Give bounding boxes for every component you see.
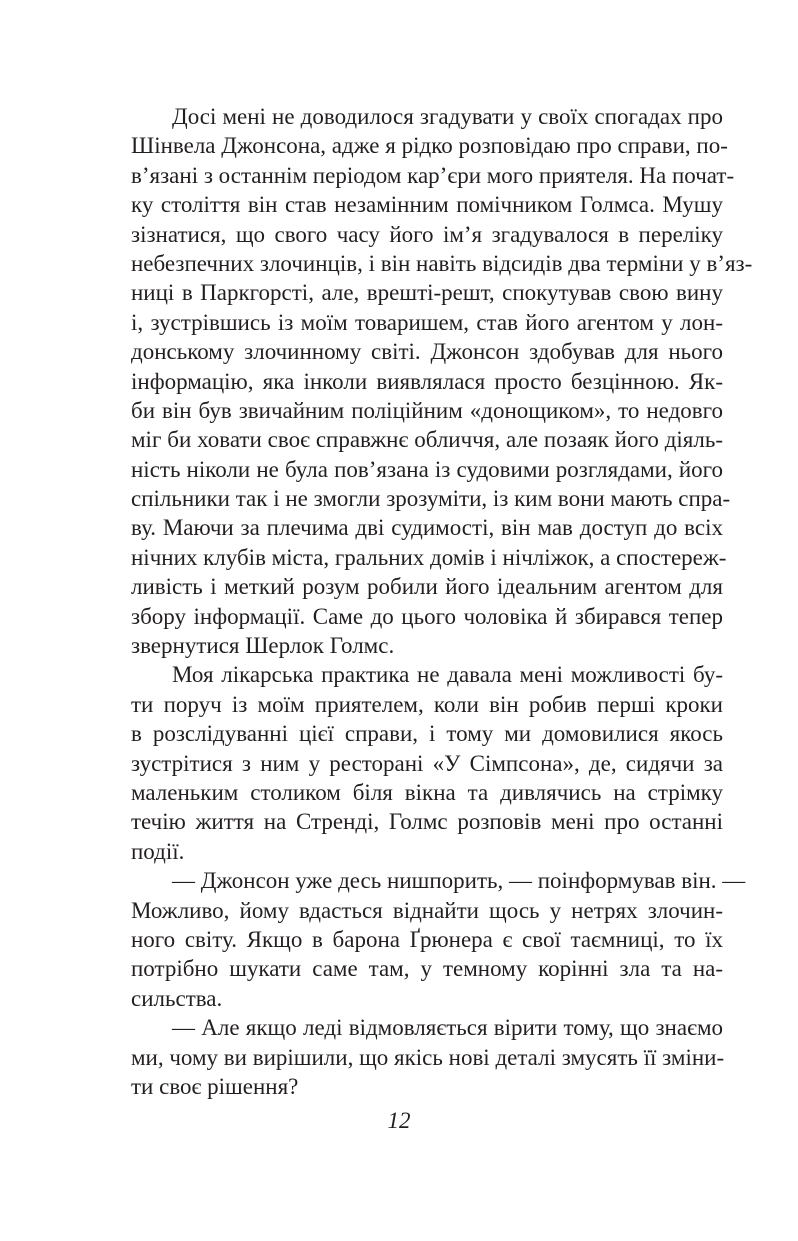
text-line: Досі мені не доводилося згадувати у своїх спогадах про <box>172 104 723 129</box>
text-line: ниці в Паркгорсті, але, врешті-решт, спокутував свою вину <box>131 280 723 306</box>
text-line: спільники так і не змогли зрозуміти, із ким вони мають спра- <box>131 486 731 512</box>
text-line: — Джонсон уже десь нишпорить, — поінформував він. — <box>172 868 746 894</box>
text-line: небезпечних злочинців, і він навіть відсидів два терміни у в’яз- <box>131 250 753 276</box>
text-line: і, зустрівшись із моїм товаришем, став його агентом у лон- <box>131 309 723 335</box>
text-line: в розслідуванні цієї справи, і тому ми домовилися якось <box>131 721 723 747</box>
text-line: потрібно шукати саме там, у темному корінні зла та на- <box>131 956 723 982</box>
text-line: маленьким столиком біля вікна та дивлячись на стрімку <box>131 779 723 805</box>
text-line: ми, чому ви вирішили, що якісь нові деталі змусять її зміни- <box>131 1044 725 1070</box>
text-line: ного світу. Якщо в барона Ґрюнера є свої таємниці, то їх <box>131 926 723 952</box>
text-line: Можливо, йому вдасться віднайти щось у нетрях злочин- <box>131 897 723 923</box>
text-line: ку століття він став незамінним помічником Голмса. Мушу <box>131 192 723 218</box>
text-line: ву. Маючи за плечима дві судимості, він мав доступ до всіх <box>131 515 723 541</box>
text-line: міг би ховати своє справжнє обличчя, але позаяк його діяль- <box>131 427 723 453</box>
text-line: ність ніколи не була пов’язана із судовими розглядами, його <box>131 456 723 482</box>
paragraph <box>131 1013 723 1101</box>
text-line: — Але якщо леді відмовляється вірити тому, що знаємо <box>172 1015 723 1041</box>
text-line: ливість і меткий розум робили його ідеальним агентом для <box>131 574 723 600</box>
text-line: ти поруч із моїм приятелем, коли він робив перші кроки <box>131 691 723 717</box>
text-line: Шінвела Джонсона, адже я рідко розповідаю про справи, по- <box>131 133 728 159</box>
text-line: звернутися Шерлок Голмс. <box>131 633 395 659</box>
text-line: донському злочинному світі. Джонсон здобував для нього <box>131 339 723 365</box>
text-line: зустрітися з ним у ресторані «У Сімпсона», де, сидячи за <box>131 750 723 776</box>
paragraph <box>131 660 723 866</box>
text-line: Моя лікарська практика не давала мені можливості бу- <box>172 662 723 688</box>
text-line: течію життя на Стренді, Голмс розповів мені про останні <box>131 809 723 835</box>
paragraph <box>131 866 746 1013</box>
text-line: би він був звичайним поліційним «донощиком», то недовго <box>131 397 723 423</box>
text-line: збору інформації. Саме до цього чоловіка й збирався тепер <box>131 603 723 629</box>
page-number: 12 <box>387 1108 411 1133</box>
text-line: нічних клубів міста, гральних домів і нічліжок, а спостереж- <box>131 544 727 570</box>
text-line: сильства. <box>131 985 223 1011</box>
book-page-text <box>131 102 753 1101</box>
text-line: в’язані з останнім періодом кар’єри мого приятеля. На почат- <box>131 162 735 188</box>
text-line: інформацію, яка інколи виявлялася просто безцінною. Як- <box>131 368 723 394</box>
paragraph <box>131 102 753 660</box>
text-line: ти своє рішення? <box>131 1073 299 1099</box>
text-line: події. <box>131 838 185 864</box>
text-line: зізнатися, що свого часу його ім’я згадувалося в переліку <box>131 221 723 247</box>
